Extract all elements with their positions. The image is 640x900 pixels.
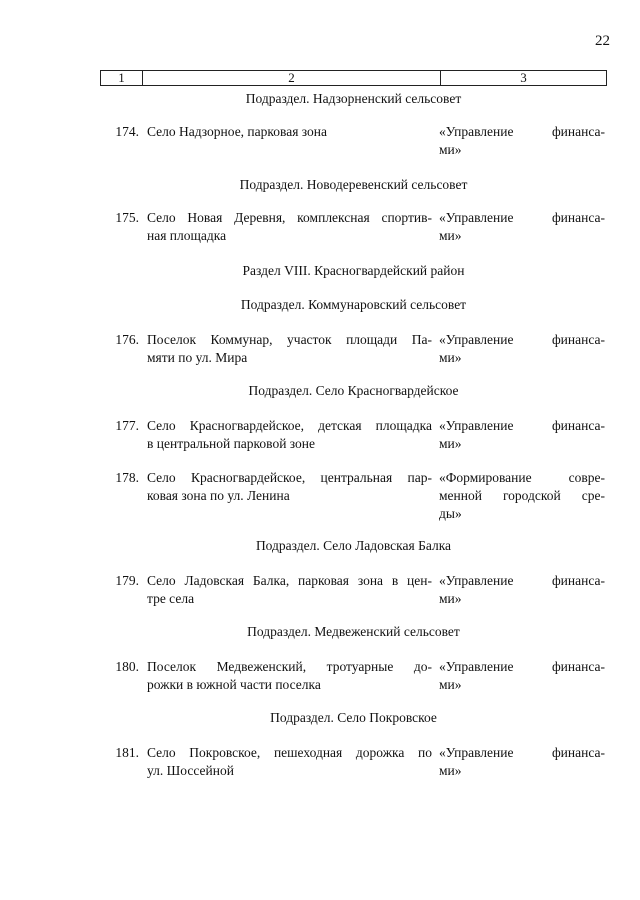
row-description	[147, 417, 432, 453]
program-line: ми»	[439, 591, 462, 606]
description-line: Село Ладовская Балка, парковая зона в цен-	[147, 573, 432, 588]
program-line: «Управление финанса-	[439, 210, 605, 225]
program-line: ми»	[439, 677, 462, 692]
program-line: «Формирование совре-	[439, 470, 605, 485]
description-line: Село Красногвардейское, детская площадка	[147, 418, 432, 433]
program-line: ми»	[439, 436, 462, 451]
program-line: ми»	[439, 350, 462, 365]
description-line: ная площадка	[147, 228, 227, 243]
section-heading: Подраздел. Новодеревенский сельсовет	[239, 177, 468, 192]
row-description	[147, 469, 432, 505]
row-description	[147, 331, 432, 367]
row-program	[439, 469, 605, 523]
row-description	[147, 209, 432, 245]
column-1-header: 1	[101, 71, 143, 85]
row-number: 175.	[115, 210, 139, 225]
description-line: ковая зона по ул. Ленина	[147, 488, 290, 503]
section-heading: Подраздел. Коммунаровский сельсовет	[240, 297, 467, 312]
section-heading: Подраздел. Надзорненский сельсовет	[245, 91, 462, 106]
row-number: 176.	[115, 332, 139, 347]
description-line: Поселок Коммунар, участок площади Па-	[147, 332, 432, 347]
description-line: мяти по ул. Мира	[147, 350, 248, 365]
row-number: 181.	[115, 745, 139, 760]
program-line: «Управление финанса-	[439, 418, 605, 433]
row-program	[439, 658, 605, 694]
description-line: в центральной парковой зоне	[147, 436, 316, 451]
row-description	[147, 658, 432, 694]
row-program	[439, 209, 605, 245]
description-line: тре села	[147, 591, 195, 606]
description-line: Село Покровское, пешеходная дорожка по	[147, 745, 432, 760]
program-line: менной городской сре-	[439, 488, 605, 503]
description-line: Село Надзорное, парковая зона	[147, 124, 328, 139]
row-program	[439, 744, 605, 780]
program-line: ми»	[439, 228, 462, 243]
column-3-header: 3	[520, 70, 527, 85]
program-line: «Управление финанса-	[439, 332, 605, 347]
page-number: 22	[595, 33, 610, 49]
row-number: 179.	[115, 573, 139, 588]
section-heading: Подраздел. Село Покровское	[270, 710, 437, 725]
row-number: 177.	[115, 418, 139, 433]
program-line: «Управление финанса-	[439, 659, 605, 674]
program-line: ды»	[439, 506, 462, 521]
program-line: «Управление финанса-	[439, 573, 605, 588]
program-line: «Управление финанса-	[439, 124, 605, 139]
row-number: 178.	[115, 470, 139, 485]
description-line: Поселок Медвеженский, тротуарные до-	[147, 659, 432, 674]
program-line: ми»	[439, 142, 462, 157]
row-number: 180.	[115, 659, 139, 674]
description-line: Село Новая Деревня, комплексная спортив-	[147, 210, 432, 225]
description-line: рожки в южной части поселка	[147, 677, 321, 692]
program-line: «Управление финанса-	[439, 745, 605, 760]
section-heading: Подраздел. Медвеженский сельсовет	[247, 624, 460, 639]
description-line: ул. Шоссейной	[147, 763, 234, 778]
row-program	[439, 417, 605, 453]
description-line: Село Красногвардейское, центральная пар-	[147, 470, 432, 485]
row-description	[147, 572, 432, 608]
section-heading: Подраздел. Село Красногвардейское	[248, 383, 459, 398]
row-description	[147, 123, 432, 141]
row-program	[439, 331, 605, 367]
row-description	[147, 744, 432, 780]
program-line: ми»	[439, 763, 462, 778]
column-2-header: 2	[143, 71, 441, 85]
row-number: 174.	[115, 124, 139, 139]
row-program	[439, 123, 605, 159]
section-heading: Подраздел. Село Ладовская Балка	[255, 538, 452, 553]
section-heading: Раздел VIII. Красногвардейский район	[242, 263, 465, 278]
table-column-header	[100, 70, 607, 86]
row-program	[439, 572, 605, 608]
